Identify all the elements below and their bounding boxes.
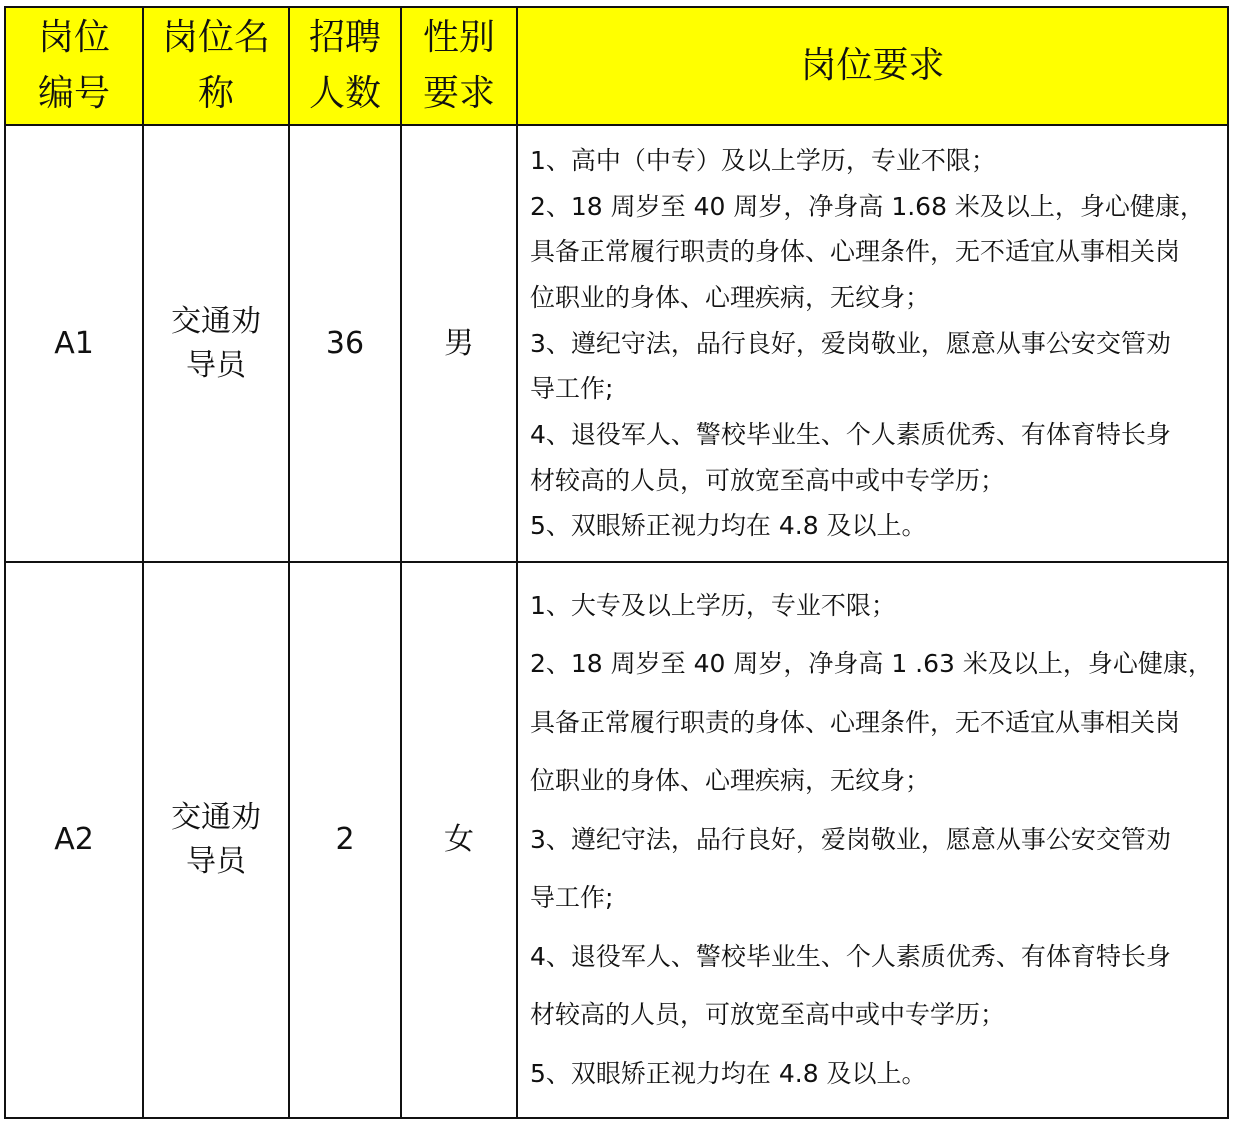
header-hire-count — [289, 7, 401, 125]
position-name-line: 交通劝 — [171, 303, 261, 339]
requirement-line: 3、遵纪守法，品行良好，爱岗敬业，愿意从事公安交管劝 — [530, 824, 1171, 854]
requirement-line: 5、双眼矫正视力均在 4.8 及以上。 — [530, 511, 927, 541]
cell-gender: 男 — [401, 125, 517, 562]
requirement-line: 2、18 周岁至 40 周岁，净身高 1 .63 米及以上，身心健康， — [530, 649, 1213, 679]
header-text: 编号 — [37, 73, 110, 114]
header-text: 岗位 — [37, 17, 110, 58]
header-text: 称 — [197, 73, 234, 114]
requirement-line: 3、遵纪守法，品行良好，爱岗敬业，愿意从事公安交管劝 — [530, 328, 1171, 358]
requirement-line: 具备正常履行职责的身体、心理条件，无不适宜从事相关岗 — [530, 707, 1181, 737]
header-text: 人数 — [308, 73, 381, 114]
recruitment-table — [4, 6, 1229, 1119]
cell-position-name — [143, 125, 289, 562]
requirement-line: 4、退役军人、警校毕业生、个人素质优秀、有体育特长身 — [530, 420, 1171, 450]
requirement-line: 1、大专及以上学历，专业不限； — [530, 590, 896, 620]
cell-position-name — [143, 562, 289, 1118]
requirement-line: 具备正常履行职责的身体、心理条件，无不适宜从事相关岗 — [530, 237, 1181, 267]
requirement-line: 导工作; — [530, 374, 614, 404]
cell-requirements — [517, 562, 1228, 1118]
requirement-line: 4、退役军人、警校毕业生、个人素质优秀、有体育特长身 — [530, 941, 1171, 971]
requirement-line: 材较高的人员，可放宽至高中或中专学历； — [530, 465, 1006, 495]
cell-requirements — [517, 125, 1228, 562]
header-position-id — [5, 7, 143, 125]
requirement-line: 材较高的人员，可放宽至高中或中专学历； — [530, 1000, 1006, 1030]
header-text: 招聘 — [308, 17, 381, 58]
header-position-name — [143, 7, 289, 125]
cell-position-id: A2 — [5, 562, 143, 1118]
table-row — [5, 562, 1228, 1118]
position-name-line: 导员 — [186, 347, 246, 383]
cell-gender: 女 — [401, 562, 517, 1118]
header-gender — [401, 7, 517, 125]
header-row — [5, 7, 1228, 125]
table-row — [5, 125, 1228, 562]
requirement-line: 5、双眼矫正视力均在 4.8 及以上。 — [530, 1058, 927, 1088]
position-name-line: 交通劝 — [171, 800, 261, 835]
requirement-line: 导工作; — [530, 883, 614, 913]
requirement-line: 1、高中（中专）及以上学历，专业不限； — [530, 145, 996, 175]
requirement-line: 2、18 周岁至 40 周岁，净身高 1.68 米及以上，身心健康， — [530, 191, 1205, 221]
cell-position-id: A1 — [5, 125, 143, 562]
requirement-line: 位职业的身体、心理疾病，无纹身； — [530, 766, 931, 796]
header-text: 性别 — [422, 17, 495, 58]
header-text: 岗位名 — [161, 17, 270, 58]
cell-hire-count: 2 — [289, 562, 401, 1118]
header-text: 要求 — [422, 73, 495, 114]
header-requirements: 岗位要求 — [517, 7, 1228, 125]
cell-hire-count: 36 — [289, 125, 401, 562]
requirement-line: 位职业的身体、心理疾病，无纹身； — [530, 282, 931, 312]
position-name-line: 导员 — [186, 844, 246, 879]
